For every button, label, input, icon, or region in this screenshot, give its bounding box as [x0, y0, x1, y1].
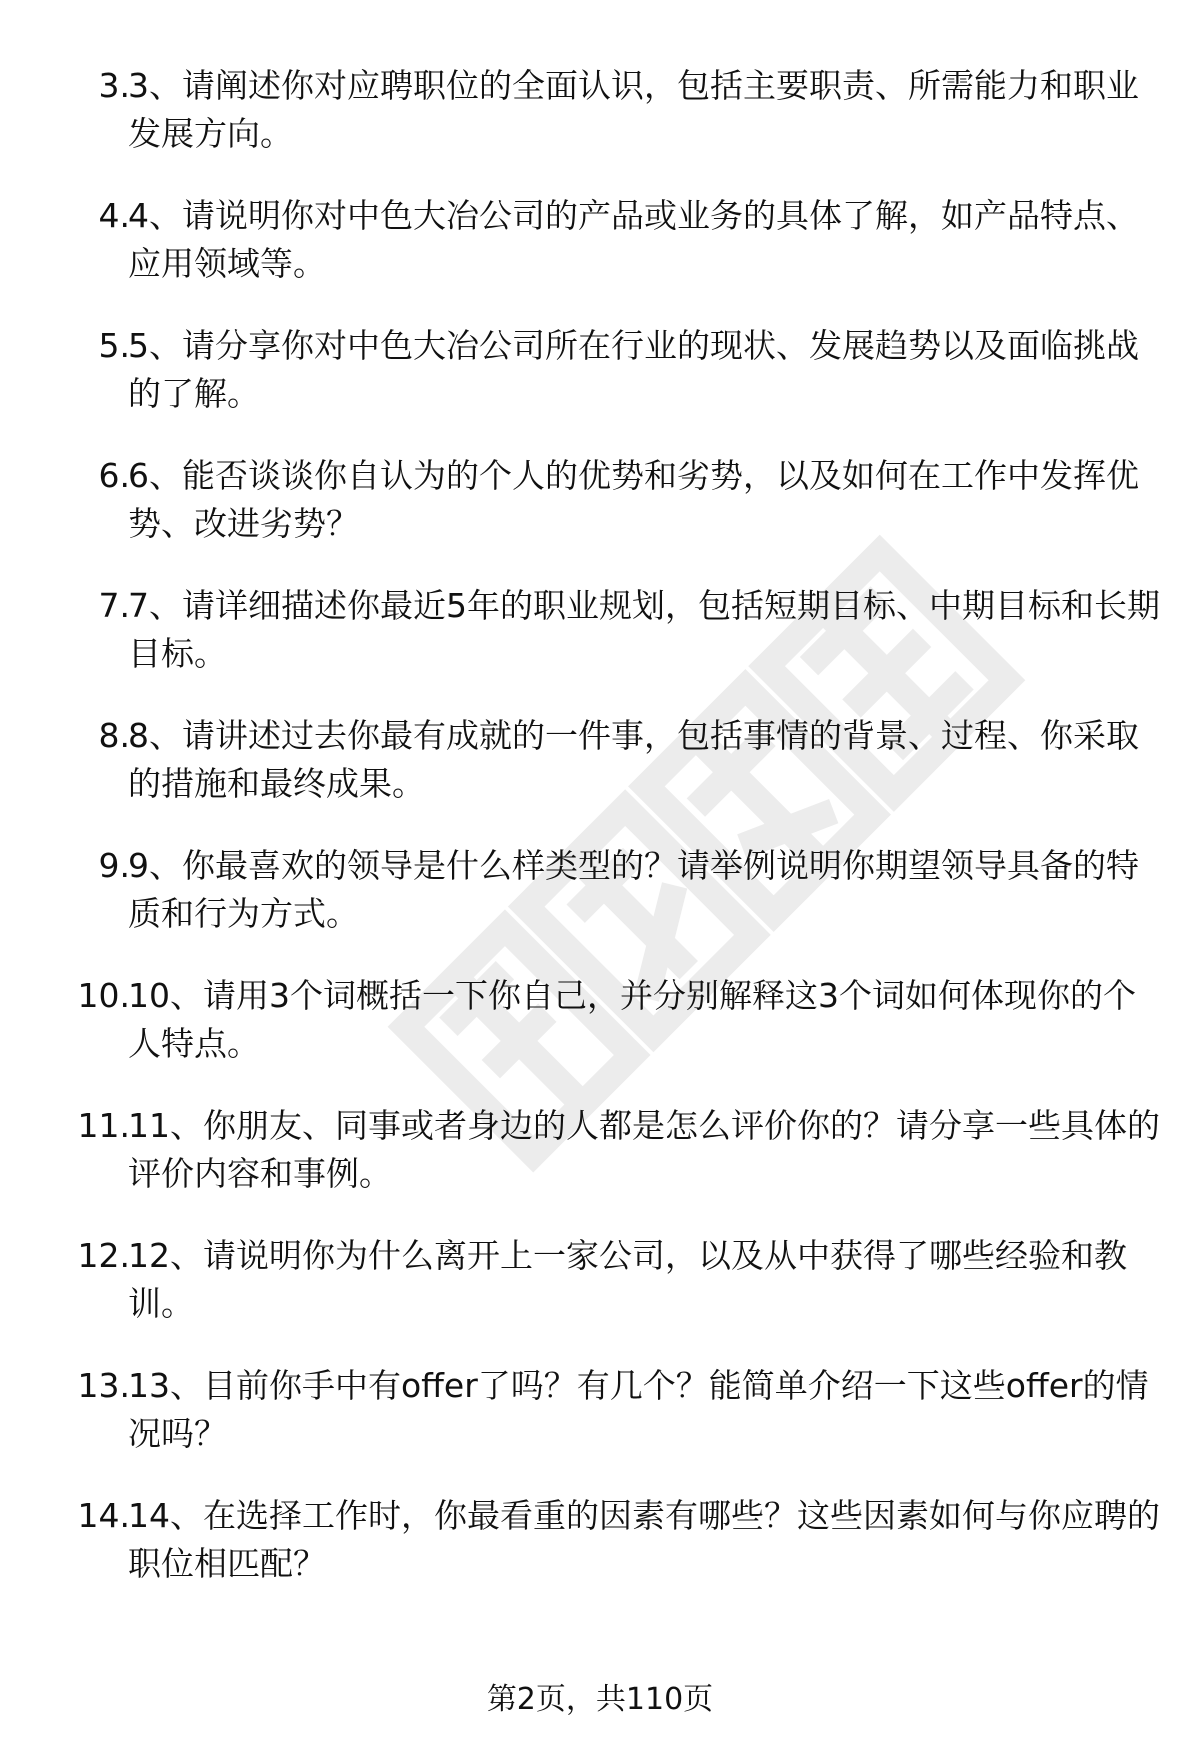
- question-text: 10、请用3个词概括一下你自己，并分别解释这3个词如何体现你的个人特点。: [128, 976, 1136, 1063]
- question-number: 14.: [77, 1496, 130, 1535]
- question-list: [0, 62, 1200, 1622]
- question-number: 5.: [98, 326, 130, 365]
- question-text: 4、请说明你对中色大冶公司的产品或业务的具体了解，如产品特点、应用领域等。: [128, 196, 1139, 283]
- question-text: 3、请阐述你对应聘职位的全面认识，包括主要职责、所需能力和职业发展方向。: [128, 66, 1139, 153]
- question-item: [0, 972, 1200, 1102]
- question-text: 11、你朋友、同事或者身边的人都是怎么评价你的？请分享一些具体的评价内容和事例。: [128, 1106, 1160, 1193]
- question-item: [0, 842, 1200, 972]
- question-number: 8.: [98, 716, 130, 755]
- question-item: [0, 712, 1200, 842]
- question-item: [0, 452, 1200, 582]
- question-number: 9.: [98, 846, 130, 885]
- page-footer: 第2页，共110页: [486, 1682, 714, 1717]
- question-text: 14、在选择工作时，你最看重的因素有哪些？这些因素如何与你应聘的职位相匹配？: [128, 1496, 1160, 1583]
- question-number: 4.: [98, 196, 130, 235]
- question-text: 6、能否谈谈你自认为的个人的优势和劣势，以及如何在工作中发挥优势、改进劣势？: [128, 456, 1139, 543]
- question-text: 12、请说明你为什么离开上一家公司，以及从中获得了哪些经验和教训。: [128, 1236, 1127, 1323]
- question-item: [0, 582, 1200, 712]
- question-text: 5、请分享你对中色大冶公司所在行业的现状、发展趋势以及面临挑战的了解。: [128, 326, 1139, 413]
- question-number: 7.: [98, 586, 130, 625]
- question-number: 10.: [77, 976, 130, 1015]
- question-number: 6.: [98, 456, 130, 495]
- question-item: [0, 322, 1200, 452]
- question-text: 13、目前你手中有offer了吗？有几个？能简单介绍一下这些offer的情况吗？: [128, 1366, 1149, 1453]
- question-item: [0, 1492, 1200, 1622]
- question-number: 13.: [77, 1366, 130, 1405]
- question-number: 3.: [98, 66, 130, 105]
- question-item: [0, 1232, 1200, 1362]
- question-text: 8、请讲述过去你最有成就的一件事，包括事情的背景、过程、你采取的措施和最终成果。: [128, 716, 1139, 803]
- question-text: 9、你最喜欢的领导是什么样类型的？请举例说明你期望领导具备的特质和行为方式。: [128, 846, 1139, 933]
- question-item: [0, 1362, 1200, 1492]
- question-item: [0, 192, 1200, 322]
- question-item: [0, 62, 1200, 192]
- question-number: 11.: [77, 1106, 130, 1145]
- question-item: [0, 1102, 1200, 1232]
- question-number: 12.: [77, 1236, 130, 1275]
- question-text: 7、请详细描述你最近5年的职业规划，包括短期目标、中期目标和长期目标。: [128, 586, 1160, 673]
